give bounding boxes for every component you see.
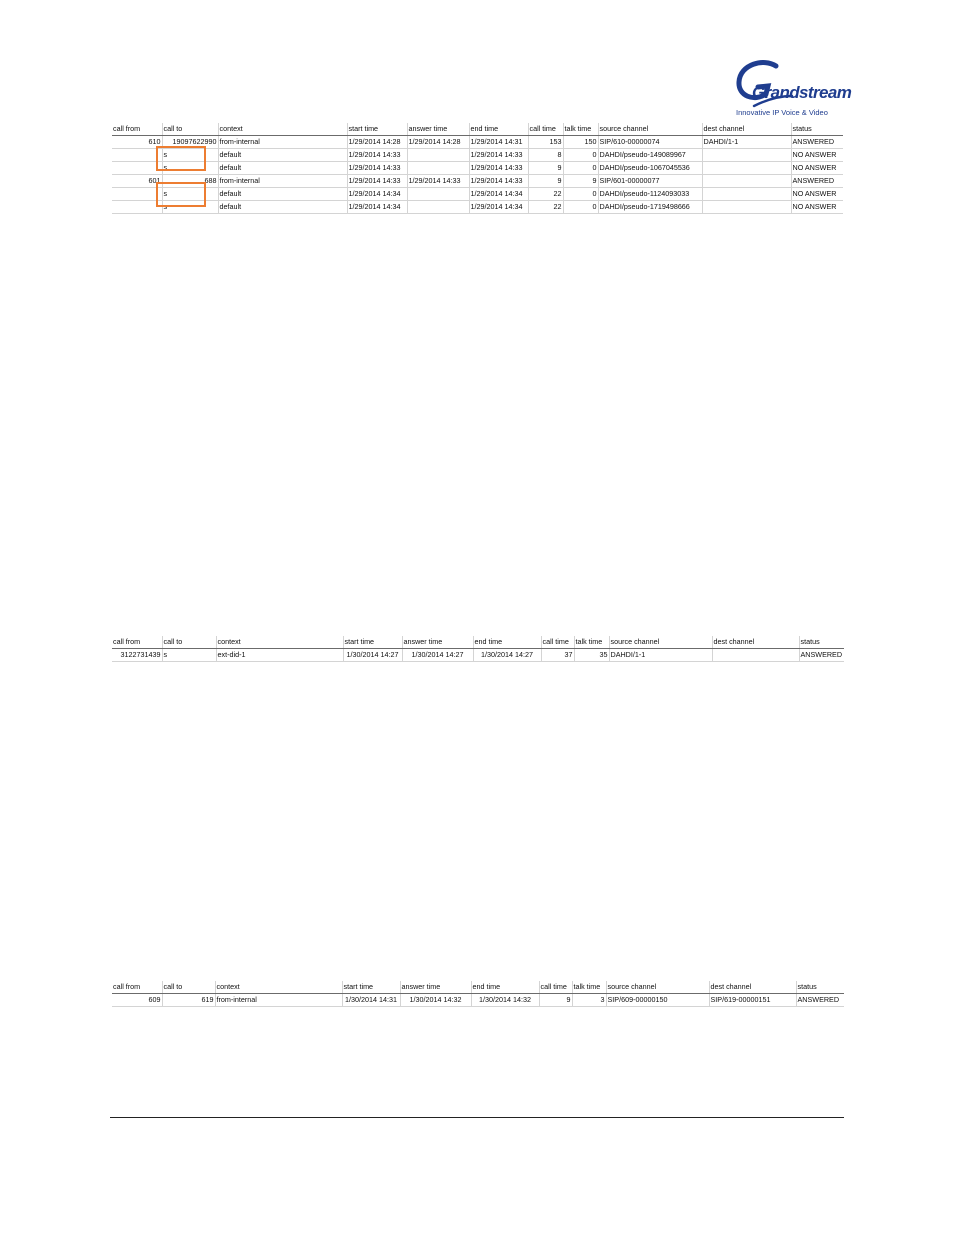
column-header: status — [799, 636, 844, 649]
table-cell: 601 — [112, 175, 162, 188]
table-cell — [407, 162, 469, 175]
table-cell: DAHDI/1-1 — [609, 649, 712, 662]
table-cell: DAHDI/pseudo-1067045536 — [598, 162, 702, 175]
column-header: call to — [162, 981, 215, 994]
table-cell: 150 — [563, 136, 598, 149]
table-cell: 609 — [112, 994, 162, 1007]
table-cell: 1/29/2014 14:33 — [469, 149, 528, 162]
table-cell: ANSWERED — [791, 136, 843, 149]
table-cell: ANSWERED — [791, 175, 843, 188]
table-cell: 3122731439 — [112, 649, 162, 662]
table-cell: 22 — [528, 201, 563, 214]
table-cell: 1/29/2014 14:33 — [347, 175, 407, 188]
table-cell: 0 — [563, 188, 598, 201]
table-cell: 1/29/2014 14:33 — [347, 162, 407, 175]
header-row — [112, 636, 844, 649]
table-cell: 9 — [528, 175, 563, 188]
column-header: start time — [342, 981, 400, 994]
table-cell: 1/29/2014 14:34 — [347, 188, 407, 201]
table-cell: NO ANSWER — [791, 149, 843, 162]
table-cell: 1/29/2014 14:28 — [407, 136, 469, 149]
table-cell: DAHDI/pseudo-149089967 — [598, 149, 702, 162]
table-cell: s — [162, 188, 218, 201]
table-cell: from-internal — [218, 175, 347, 188]
header-row — [112, 123, 843, 136]
cdr-table-2 — [112, 636, 844, 662]
column-header: start time — [343, 636, 402, 649]
highlight-box-2 — [156, 182, 206, 207]
table-cell: default — [218, 149, 347, 162]
column-header: context — [215, 981, 342, 994]
table-cell: SIP/601-00000077 — [598, 175, 702, 188]
table-cell: 9 — [539, 994, 572, 1007]
column-header: call time — [528, 123, 563, 136]
column-header: source channel — [609, 636, 712, 649]
table-cell: 22 — [528, 188, 563, 201]
column-header: start time — [347, 123, 407, 136]
table-cell: SIP/619-00000151 — [709, 994, 796, 1007]
column-header: context — [218, 123, 347, 136]
table-cell: 3 — [572, 994, 606, 1007]
table-cell — [407, 201, 469, 214]
table-cell — [702, 201, 791, 214]
table-cell — [702, 175, 791, 188]
table-row — [112, 649, 844, 662]
header-row — [112, 981, 844, 994]
table-cell: 1/29/2014 14:33 — [407, 175, 469, 188]
table-cell: SIP/609-00000150 — [606, 994, 709, 1007]
table-cell: 153 — [528, 136, 563, 149]
table-cell — [712, 649, 799, 662]
table-cell: SIP/610-00000074 — [598, 136, 702, 149]
table-cell: 1/30/2014 14:27 — [343, 649, 402, 662]
column-header: call time — [541, 636, 574, 649]
table-cell: ANSWERED — [796, 994, 844, 1007]
table-row — [112, 136, 843, 149]
column-header: answer time — [402, 636, 473, 649]
table-cell: 0 — [563, 149, 598, 162]
column-header: source channel — [598, 123, 702, 136]
table-cell: default — [218, 188, 347, 201]
column-header: context — [216, 636, 343, 649]
column-header: talk time — [563, 123, 598, 136]
logo-tagline: Innovative IP Voice & Video — [736, 108, 828, 117]
column-header: end time — [471, 981, 539, 994]
table-cell: 1/29/2014 14:31 — [469, 136, 528, 149]
table-cell — [702, 149, 791, 162]
column-header: dest channel — [709, 981, 796, 994]
table-cell: s — [162, 649, 216, 662]
table-row — [112, 149, 843, 162]
column-header: call from — [112, 636, 162, 649]
table-cell: s — [162, 201, 218, 214]
column-header: call from — [112, 123, 162, 136]
table-cell — [702, 188, 791, 201]
column-header: talk time — [574, 636, 609, 649]
table-cell: 1/29/2014 14:33 — [469, 162, 528, 175]
table-cell: 610 — [112, 136, 162, 149]
table-row — [112, 201, 843, 214]
table-cell — [112, 162, 162, 175]
grandstream-logo — [734, 60, 852, 120]
table-cell: 19097622990 — [162, 136, 218, 149]
table-cell: 1/29/2014 14:34 — [347, 201, 407, 214]
table-cell: DAHDI/pseudo-1124093033 — [598, 188, 702, 201]
column-header: answer time — [400, 981, 471, 994]
table-cell: 1/29/2014 14:28 — [347, 136, 407, 149]
table-cell: 1/29/2014 14:34 — [469, 188, 528, 201]
table-cell: 1/30/2014 14:27 — [473, 649, 541, 662]
cdr-table-3 — [112, 981, 844, 1007]
table-cell: 1/30/2014 14:27 — [402, 649, 473, 662]
table-cell: 1/29/2014 14:33 — [347, 149, 407, 162]
table-cell: DAHDI/pseudo-1719498666 — [598, 201, 702, 214]
table-cell: ANSWERED — [799, 649, 844, 662]
column-header: call time — [539, 981, 572, 994]
table-cell — [112, 149, 162, 162]
column-header: dest channel — [702, 123, 791, 136]
table-cell: 37 — [541, 649, 574, 662]
table-cell: from-internal — [215, 994, 342, 1007]
table-cell: 35 — [574, 649, 609, 662]
table-cell: s — [162, 149, 218, 162]
table-cell: ext-did-1 — [216, 649, 343, 662]
column-header: call to — [162, 636, 216, 649]
table-cell: default — [218, 162, 347, 175]
column-header: status — [791, 123, 843, 136]
table-cell: 1/30/2014 14:32 — [400, 994, 471, 1007]
table-cell: 1/30/2014 14:32 — [471, 994, 539, 1007]
cdr-table-1 — [112, 123, 843, 214]
column-header: answer time — [407, 123, 469, 136]
table-row — [112, 175, 843, 188]
table-row — [112, 994, 844, 1007]
table-cell — [112, 188, 162, 201]
column-header: dest channel — [712, 636, 799, 649]
table-cell: 619 — [162, 994, 215, 1007]
table-cell: s — [162, 162, 218, 175]
table-cell: NO ANSWER — [791, 188, 843, 201]
table-cell — [702, 162, 791, 175]
table-row — [112, 162, 843, 175]
table-cell: 1/29/2014 14:34 — [469, 201, 528, 214]
table-cell: 688 — [162, 175, 218, 188]
column-header: end time — [473, 636, 541, 649]
table-cell: NO ANSWER — [791, 162, 843, 175]
table-cell: DAHDI/1-1 — [702, 136, 791, 149]
column-header: status — [796, 981, 844, 994]
column-header: source channel — [606, 981, 709, 994]
logo-wordmark: Grandstream — [752, 83, 852, 102]
table-cell: from-internal — [218, 136, 347, 149]
table-cell: 9 — [563, 175, 598, 188]
table-cell: 8 — [528, 149, 563, 162]
table-cell — [407, 188, 469, 201]
footer-divider — [110, 1117, 844, 1118]
table-cell: default — [218, 201, 347, 214]
table-cell: 1/29/2014 14:33 — [469, 175, 528, 188]
table-row — [112, 188, 843, 201]
highlight-box-1 — [156, 146, 206, 171]
column-header: talk time — [572, 981, 606, 994]
column-header: call to — [162, 123, 218, 136]
table-cell: 0 — [563, 162, 598, 175]
table-cell: 0 — [563, 201, 598, 214]
table-cell: NO ANSWER — [791, 201, 843, 214]
table-cell: 9 — [528, 162, 563, 175]
table-cell: 1/30/2014 14:31 — [342, 994, 400, 1007]
table-cell — [407, 149, 469, 162]
table-cell — [112, 201, 162, 214]
column-header: end time — [469, 123, 528, 136]
column-header: call from — [112, 981, 162, 994]
